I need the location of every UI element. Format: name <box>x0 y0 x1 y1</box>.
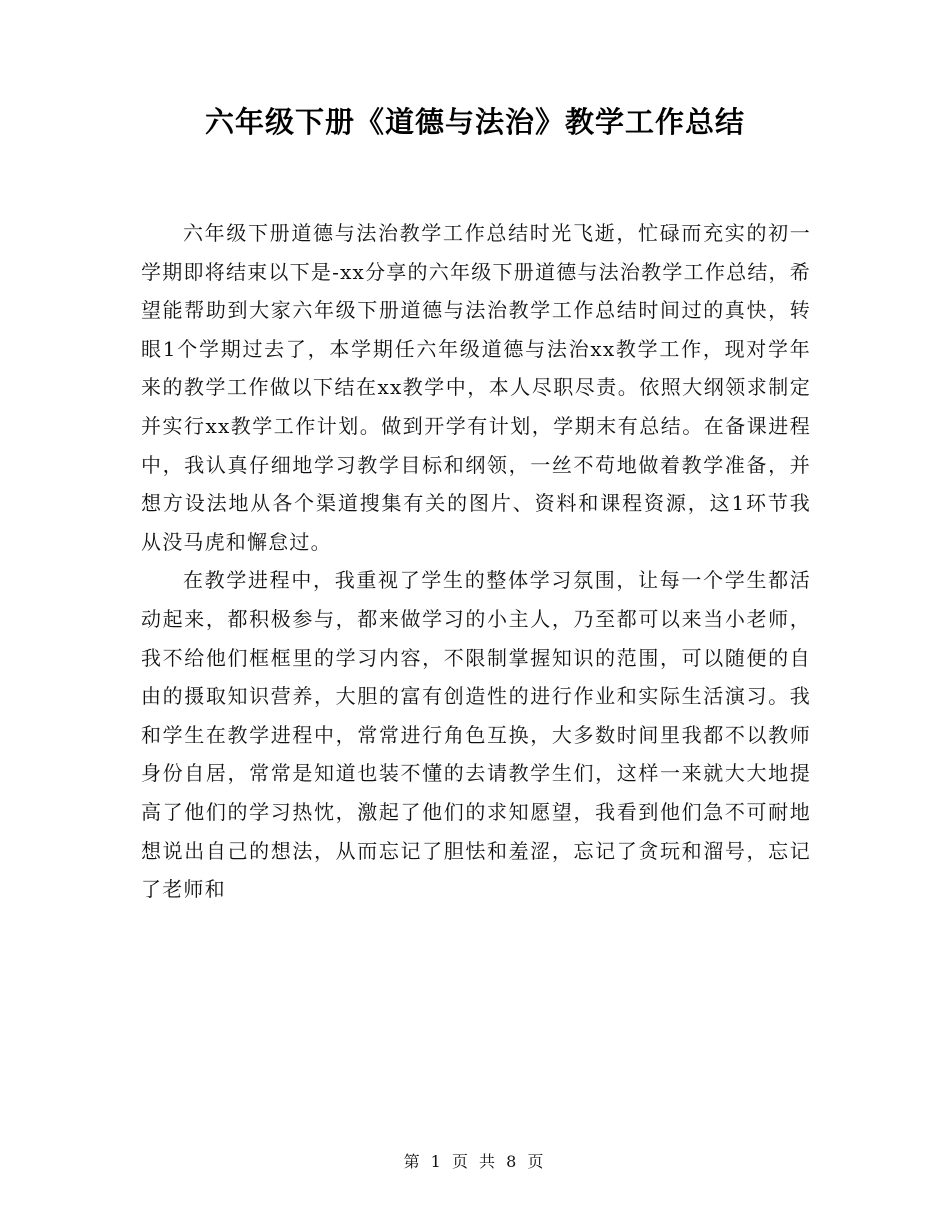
document-title: 六年级下册《道德与法治》教学工作总结 <box>204 105 745 139</box>
page-footer: 第 1 页 共 8 页 <box>403 1152 547 1171</box>
paragraph-2: 在教学进程中，我重视了学生的整体学习氛围，让每一个学生都活动起来，都积极参与，都来做学习的小主人，乃至都可以来当小老师，我不给他们框框里的学习内容，不限制掌握知识的范围，可以随便的自由的摄取知识营养，大胆的富有创造性的进行作业和实际生活演习。我和学生在教学进程中，常常进行角色互换，大多数时间里我都不以教师身份自居，常常是知道也装不懂的去请教学生们，这样一来就大大地提高了他们的学习热忱，激起了他们的求知愿望，我看到他们急不可耐地想说出自己的想法，从而忘记了胆怯和羞涩，忘记了贪玩和溜号，忘记了老师和 <box>141 568 811 902</box>
paragraph-1: 六年级下册道德与法治教学工作总结时光飞逝，忙碌而充实的初一学期即将结束以下是-xx分享的六年级下册道德与法治教学工作总结，希望能帮助到大家六年级下册道德与法治教学工作总结时间过的真快，转眼1个学期过去了，本学期任六年级道德与法治xx教学工作，现对学年来的教学工作做以下结在xx教学中，本人尽职尽责。依照大纲领求制定并实行xx教学工作计划。做到开学有计划，学期末有总结。在备课进程中，我认真仔细地学习教学目标和纲领，一丝不苟地做着教学准备，并想方设法地从各个渠道搜集有关的图片、资料和课程资源，这1环节我从没马虎和懈怠过。 <box>141 221 811 554</box>
document-body <box>141 214 811 909</box>
